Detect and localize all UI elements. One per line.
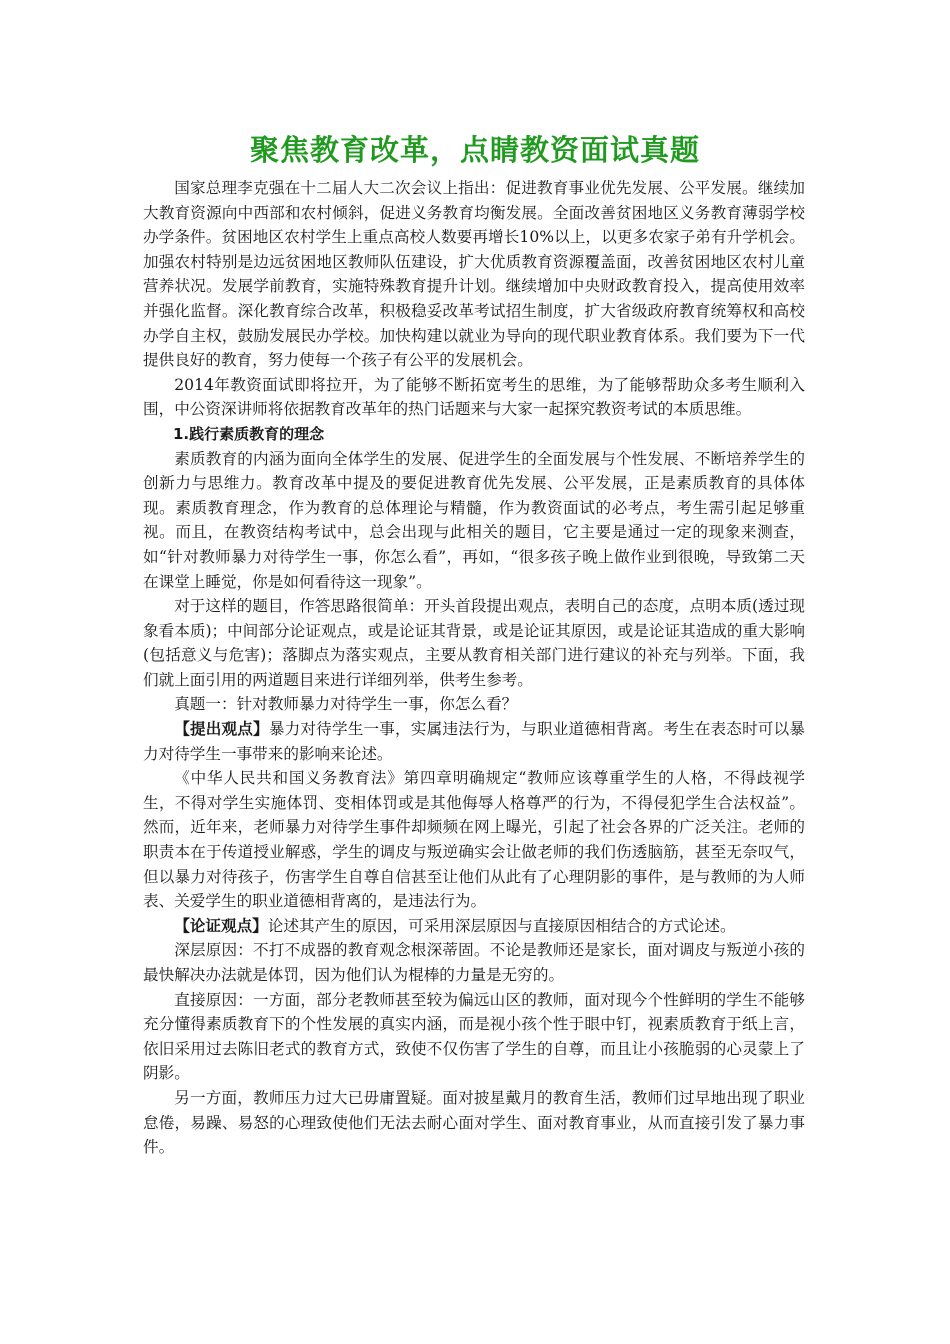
paragraph-argument bbox=[143, 914, 805, 939]
paragraph-exam-preview: 2014年教资面试即将拉开，为了能够不断拓宽考生的思维，为了能够帮助众多考生顺利入围，中公资深讲师将依据教育改革年的热门话题来与大家一起探究教资考试的本质思维。 bbox=[143, 375, 805, 419]
paragraph-direct-cause: 直接原因：一方面，部分老教师甚至较为偏远山区的教师，面对现今个性鲜明的学生不能够充分懂得素质教育下的个性发展的真实内涵，而是视小孩个性于眼中钉，视素质教育于纸上言，依旧采用过去陈旧老式的教育方式，致使不仅伤害了学生的自尊，而且让小孩脆弱的心灵蒙上了阴影。 bbox=[143, 990, 805, 1083]
document-body bbox=[143, 176, 805, 1160]
paragraph-viewpoint bbox=[143, 717, 805, 766]
paragraph-teacher-pressure: 另一方面，教师压力过大已毋庸置疑。面对披星戴月的教育生活，教师们过早地出现了职业怠倦，易躁、易怒的心理致使他们无法去耐心面对学生、面对教育事业，从而直接引发了暴力事件。 bbox=[143, 1088, 805, 1157]
paragraph-law: 《中华人民共和国义务教育法》第四章明确规定“教师应该尊重学生的人格，不得歧视学生，不得对学生实施体罚、变相体罚或是其他侮辱人格尊严的行为，不得侵犯学生合法权益”。然而，近年来，老师暴力对待学生事件却频频在网上曝光，引起了社会各界的广泛关注。老师的职责本在于传道授业解惑，学生的调皮与叛逆确实会让做老师的我们伤透脑筋，甚至无奈叹气，但以暴力对待孩子，伤害学生自尊自信甚至让他们从此有了心理阴影的事件，是与教师的为人师表、关爱学生的职业道德相背离的，是违法行为。 bbox=[143, 769, 805, 911]
paragraph-answer-approach: 对于这样的题目，作答思路很简单：开头首段提出观点，表明自己的态度，点明本质(透过现象看本质)；中间部分论证观点，或是论证其背景，或是论证其原因，或是论证其造成的重大影响(包括意义与危害)；落脚点为落实观点，主要从教育相关部门进行建议的补充与列举。下面，我们就上面引用的两道题目来进行详细列举，供考生参考。 bbox=[143, 597, 805, 689]
viewpoint-text: 暴力对待学生一事，实属违法行为，与职业道德相背离。考生在表态时可以暴力对待学生一事带来的影响来论述。 bbox=[143, 720, 805, 763]
paragraph-quality-education: 素质教育的内涵为面向全体学生的发展、促进学生的全面发展与个性发展、不断培养学生的创新力与思维力。教育改革中提及的要促进教育优先发展、公平发展，正是素质教育的具体体现。素质教育理念，作为教育的总体理论与精髓，作为教资面试的必考点，考生需引起足够重视。而且，在教资结构考试中，总会出现与此相关的题目，它主要是通过一定的现象来测查，如“针对教师暴力对待学生一事，你怎么看”，再如，“很多孩子晚上做作业到很晚，导致第二天在课堂上睡觉，你是如何看待这一现象”。 bbox=[143, 449, 805, 591]
argument-text: 论述其产生的原因，可采用深层原因与直接原因相结合的方式论述。 bbox=[267, 916, 736, 935]
paragraph-intro: 国家总理李克强在十二届人大二次会议上指出：促进教育事业优先发展、公平发展。继续加大教育资源向中西部和农村倾斜，促进义务教育均衡发展。全面改善贫困地区义务教育薄弱学校办学条件。贫困地区农村学生上重点高校人数要再增长10%以上，以更多农家子弟有升学机会。加强农村特别是边远贫困地区教师队伍建设，扩大优质教育资源覆盖面，改善贫困地区农村儿童营养状况。发展学前教育，实施特殊教育提升计划。继续增加中央财政教育投入，提高使用效率并强化监督。深化教育综合改革，积极稳妥改革考试招生制度，扩大省级政府教育统筹权和高校办学自主权，鼓励发展民办学校。加快构建以就业为导向的现代职业教育体系。我们要为下一代提供良好的教育，努力使每一个孩子有公平的发展机会。 bbox=[143, 179, 805, 370]
paragraph-deep-cause: 深层原因：不打不成器的教育观念根深蒂固。不论是教师还是家长，面对调皮与叛逆小孩的最快解决办法就是体罚，因为他们认为棍棒的力量是无穷的。 bbox=[143, 941, 805, 984]
paragraph-question-one: 真题一：针对教师暴力对待学生一事，你怎么看？ bbox=[174, 695, 518, 714]
section-heading: 1.践行素质教育的理念 bbox=[173, 424, 325, 443]
viewpoint-label: 【提出观点】 bbox=[174, 719, 269, 739]
document-title: 聚焦教育改革，点睛教资面试真题 bbox=[249, 133, 700, 167]
argument-label: 【论证观点】 bbox=[174, 915, 268, 935]
